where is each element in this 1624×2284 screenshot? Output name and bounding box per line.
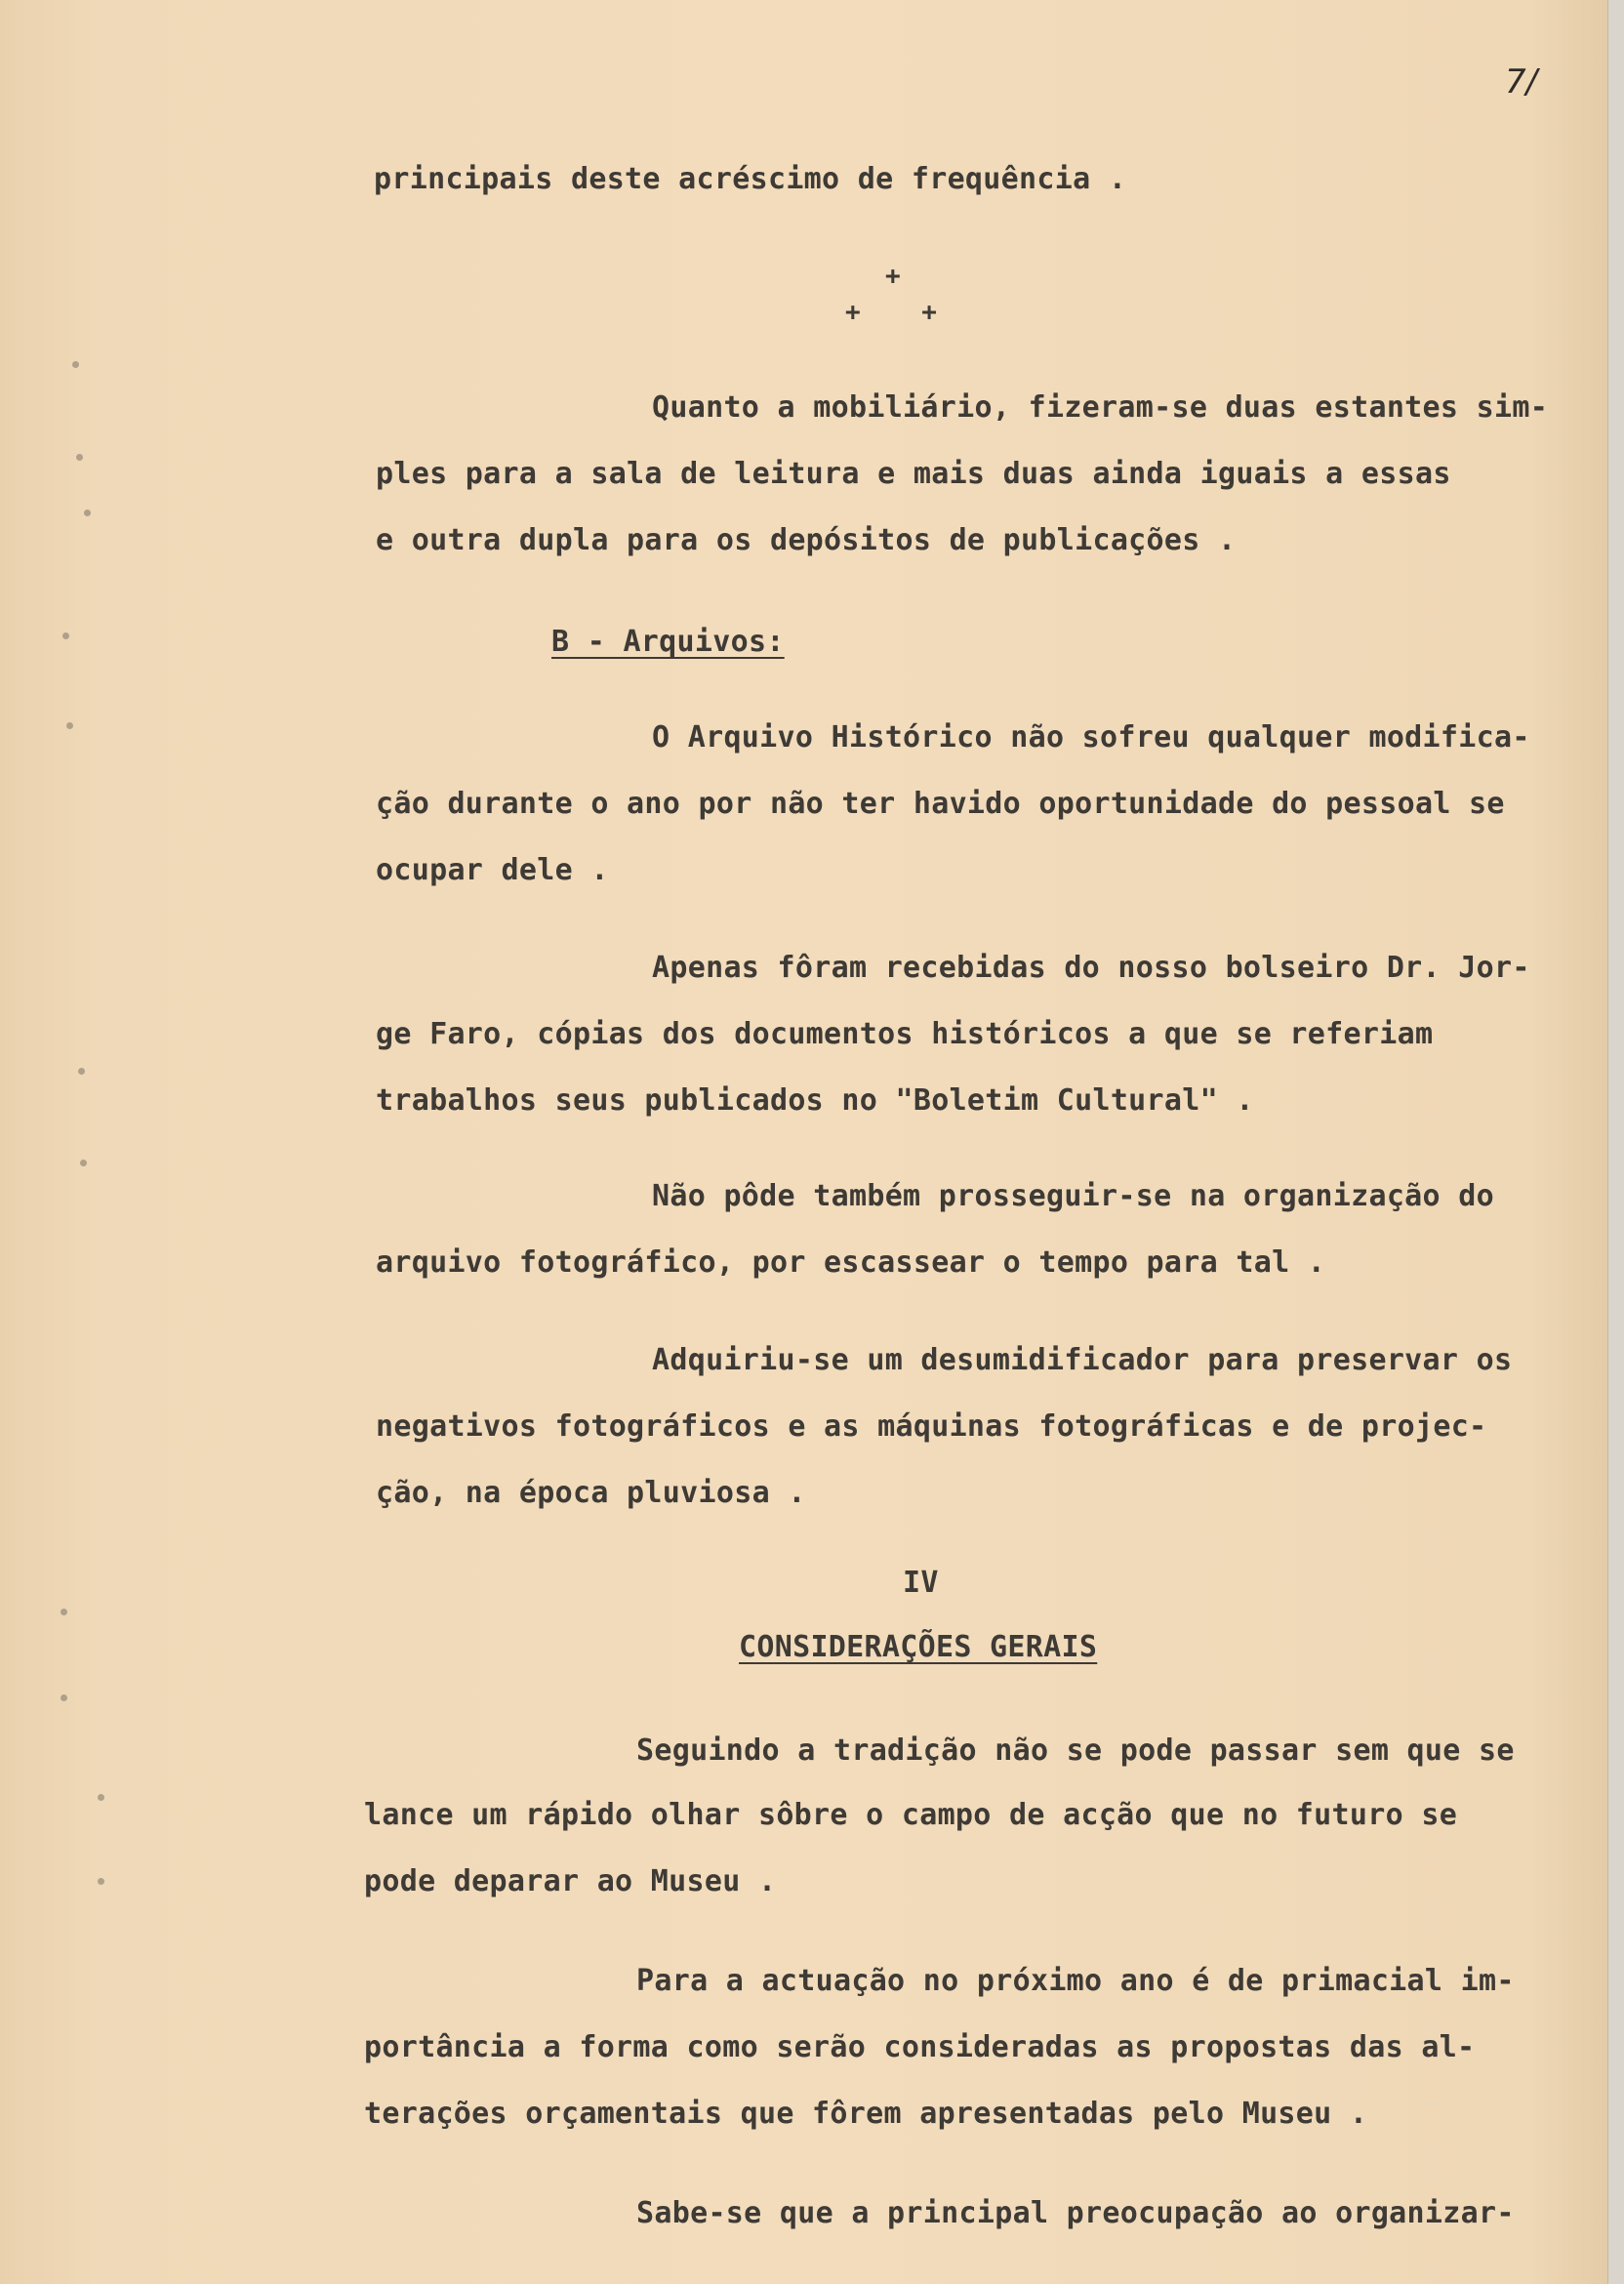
text-line: ção, na época pluviosa . bbox=[376, 1476, 806, 1510]
text-line: ocupar dele . bbox=[376, 853, 609, 887]
binding-hole-mark bbox=[66, 722, 73, 729]
text-line: portância a forma como serão consideradas as propostas das al- bbox=[364, 2030, 1476, 2064]
text-line: principais deste acréscimo de frequência . bbox=[374, 162, 1127, 196]
section-separator-top: + bbox=[885, 262, 901, 291]
text-line: arquivo fotográfico, por escassear o tempo para tal . bbox=[376, 1245, 1326, 1280]
chapter-title: CONSIDERAÇÕES GERAIS bbox=[739, 1630, 1098, 1664]
binding-hole-mark bbox=[72, 361, 79, 368]
section-separator-bottom: + + bbox=[845, 298, 937, 327]
text-line: Para a actuação no próximo ano é de primacial im- bbox=[636, 1964, 1515, 1998]
text-line: Adquiriu-se um desumidificador para preservar os bbox=[652, 1343, 1513, 1377]
page-edge bbox=[1607, 0, 1624, 2284]
binding-hole-mark bbox=[76, 454, 83, 461]
text-line: pode deparar ao Museu . bbox=[364, 1864, 777, 1898]
text-line: Seguindo a tradição não se pode passar sem que se bbox=[636, 1733, 1515, 1768]
binding-hole-mark bbox=[78, 1068, 85, 1075]
chapter-number: IV bbox=[903, 1566, 939, 1600]
binding-hole-mark bbox=[61, 1609, 67, 1615]
binding-hole-mark bbox=[84, 510, 91, 516]
page-number: 7/ bbox=[1505, 62, 1538, 102]
text-line: Não pôde também prosseguir-se na organização do bbox=[652, 1179, 1494, 1213]
text-line: Apenas fôram recebidas do nosso bolseiro Dr. Jor- bbox=[652, 951, 1530, 985]
text-line: Sabe-se que a principal preocupação ao organizar- bbox=[636, 2196, 1515, 2230]
text-line: O Arquivo Histórico não sofreu qualquer modifica- bbox=[652, 720, 1530, 755]
text-line: trabalhos seus publicados no "Boletim Cultural" . bbox=[376, 1083, 1254, 1118]
binding-hole-mark bbox=[62, 632, 69, 639]
text-line: ge Faro, cópias dos documentos históricos a que se referiam bbox=[376, 1017, 1434, 1051]
binding-hole-mark bbox=[61, 1694, 67, 1701]
text-line: Quanto a mobiliário, fizeram-se duas estantes sim- bbox=[652, 390, 1549, 425]
binding-hole-mark bbox=[80, 1160, 87, 1166]
text-line: e outra dupla para os depósitos de publicações . bbox=[376, 523, 1237, 557]
binding-hole-mark bbox=[98, 1794, 104, 1801]
text-line: ção durante o ano por não ter havido oportunidade do pessoal se bbox=[376, 787, 1505, 821]
text-line: terações orçamentais que fôrem apresentadas pelo Museu . bbox=[364, 2097, 1368, 2131]
section-heading-arquivos: B - Arquivos: bbox=[551, 625, 785, 659]
text-line: ples para a sala de leitura e mais duas ainda iguais a essas bbox=[376, 457, 1451, 491]
text-line: negativos fotográficos e as máquinas fotográficas e de projec- bbox=[376, 1409, 1487, 1444]
binding-hole-mark bbox=[98, 1878, 104, 1885]
text-line: lance um rápido olhar sôbre o campo de acção que no futuro se bbox=[364, 1798, 1458, 1832]
